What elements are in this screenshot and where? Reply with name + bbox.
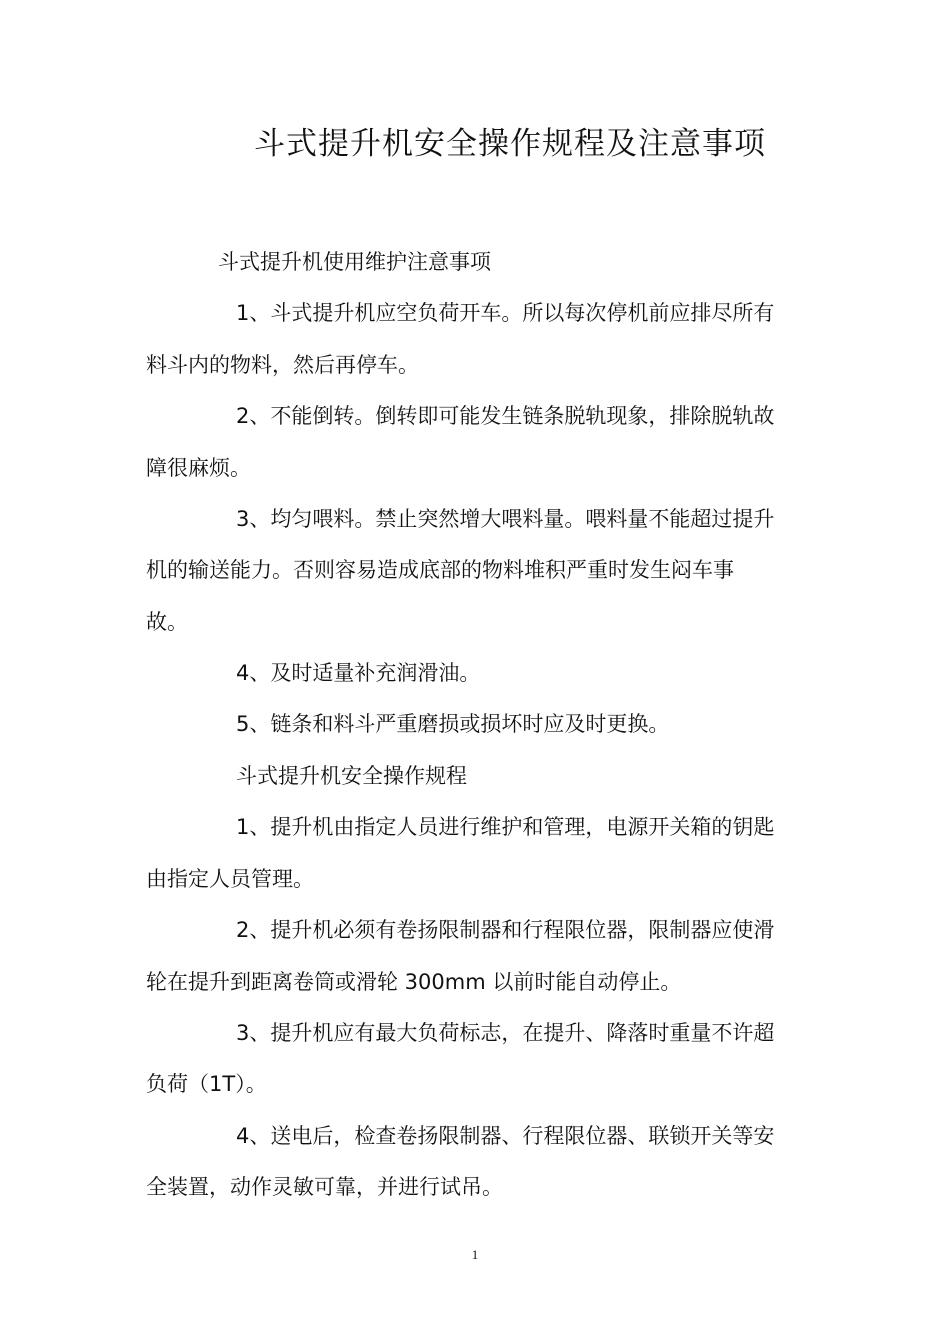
maintenance-item-3-line-2: 机的输送能力。否则容易造成底部的物料堆积严重时发生闷车事: [146, 558, 734, 582]
maintenance-item-1-line-2: 料斗内的物料，然后再停车。: [146, 353, 419, 377]
section-heading-safety: 斗式提升机安全操作规程: [236, 764, 467, 788]
safety-item-3-line-2: 负荷（1T）。: [146, 1072, 267, 1096]
safety-item-1-line-2: 由指定人员管理。: [146, 867, 314, 891]
maintenance-item-3-line-3: 故。: [146, 610, 188, 634]
maintenance-item-4-line-1: 4、及时适量补充润滑油。: [236, 661, 481, 685]
safety-item-2-line-1: 2、提升机必须有卷扬限制器和行程限位器，限制器应使滑: [236, 918, 775, 942]
maintenance-item-3-line-1: 3、均匀喂料。禁止突然增大喂料量。喂料量不能超过提升: [236, 507, 775, 531]
document-title: 斗式提升机安全操作规程及注意事项: [254, 126, 766, 162]
safety-item-1-line-1: 1、提升机由指定人员进行维护和管理，电源开关箱的钥匙: [236, 815, 775, 839]
safety-item-3-line-1: 3、提升机应有最大负荷标志，在提升、降落时重量不许超: [236, 1021, 775, 1045]
maintenance-item-2-line-1: 2、不能倒转。倒转即可能发生链条脱轨现象，排除脱轨故: [236, 404, 775, 428]
maintenance-item-5-line-1: 5、链条和料斗严重磨损或损坏时应及时更换。: [236, 712, 670, 736]
safety-item-4-line-2: 全装置，动作灵敏可靠，并进行试吊。: [146, 1175, 503, 1199]
maintenance-item-1-line-1: 1、斗式提升机应空负荷开车。所以每次停机前应排尽所有: [236, 301, 775, 325]
section-heading-maintenance: 斗式提升机使用维护注意事项: [218, 250, 491, 274]
maintenance-item-2-line-2: 障很麻烦。: [146, 456, 251, 480]
page-number: 1: [471, 1247, 479, 1262]
safety-item-4-line-1: 4、送电后，检查卷扬限制器、行程限位器、联锁开关等安: [236, 1124, 775, 1148]
safety-item-2-line-2: 轮在提升到距离卷筒或滑轮 300mm 以前时能自动停止。: [146, 970, 682, 994]
